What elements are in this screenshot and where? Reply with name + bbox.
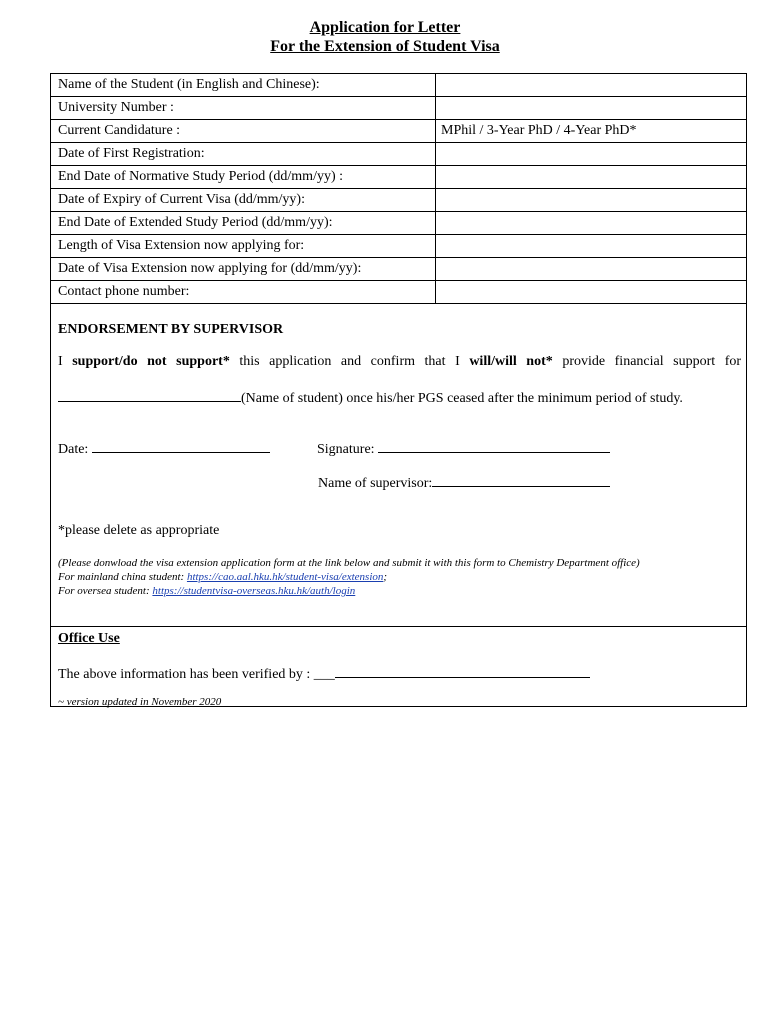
support-mid: this application and confirm that I — [239, 354, 460, 369]
field-row — [51, 212, 746, 235]
supervisor-label: Name of supervisor: — [318, 476, 433, 491]
field-label: Date of Visa Extension now applying for (dd/mm/yy): — [51, 258, 436, 281]
supervisor-name-field — [318, 472, 610, 493]
field-row — [51, 166, 746, 189]
support-suffix: provide financial support for — [562, 354, 742, 369]
verified-label: The above information has been verified by : ___ — [58, 667, 335, 682]
field-value[interactable] — [436, 235, 747, 258]
support-choice: support/do not support* — [72, 354, 230, 369]
field-label: Contact phone number: — [51, 281, 436, 304]
mainland-after: ; — [383, 571, 388, 583]
field-label: Current Candidature : — [51, 120, 436, 143]
will-choice: will/will not* — [469, 354, 553, 369]
field-row — [51, 258, 746, 281]
form-title-line1: Application for Letter — [309, 19, 461, 36]
field-value[interactable] — [436, 258, 747, 281]
field-label: Name of the Student (in English and Chinese): — [51, 74, 436, 97]
instructions-line1: (Please donwload the visa extension application form at the link below and submit it with this form to Chemistry Department office) — [58, 557, 640, 569]
field-label: Length of Visa Extension now applying for: — [51, 235, 436, 258]
form-title-line2: For the Extension of Student Visa — [270, 38, 500, 55]
field-row — [51, 143, 746, 166]
field-row — [51, 74, 746, 97]
mainland-line — [58, 570, 728, 584]
date-label: Date: — [58, 442, 89, 457]
signature-label: Signature: — [317, 442, 375, 457]
field-value[interactable] — [436, 281, 747, 304]
field-value[interactable] — [436, 189, 747, 212]
field-label: Date of Expiry of Current Visa (dd/mm/yy): — [51, 189, 436, 212]
field-row — [51, 97, 746, 120]
mainland-link[interactable]: https://cao.aal.hku.hk/student-visa/extension — [186, 571, 384, 583]
field-label: Date of First Registration: — [51, 143, 436, 166]
field-value[interactable] — [436, 212, 747, 235]
form-box — [50, 73, 747, 707]
instructions-note — [58, 556, 728, 598]
date-field — [58, 438, 270, 459]
field-value[interactable] — [436, 143, 747, 166]
supervisor-blank[interactable] — [432, 472, 610, 487]
office-use-heading: Office Use — [58, 631, 120, 646]
oversea-line — [58, 584, 728, 598]
name-suffix: (Name of student) once his/her PGS ceased after the minimum period of study. — [241, 391, 683, 406]
verified-by-field — [58, 663, 590, 684]
support-prefix: I — [58, 354, 63, 369]
office-divider — [51, 626, 746, 627]
field-row — [51, 189, 746, 212]
oversea-link[interactable]: https://studentvisa-overseas.hku.hk/auth/login — [152, 585, 356, 597]
mainland-label: For mainland china student: — [58, 571, 185, 583]
field-label: End Date of Normative Study Period (dd/mm/yy) : — [51, 166, 436, 189]
signature-blank[interactable] — [378, 438, 610, 453]
support-statement — [58, 353, 741, 389]
signature-field — [317, 438, 610, 459]
endorsement-heading: ENDORSEMENT BY SUPERVISOR — [58, 322, 284, 337]
field-row — [51, 281, 746, 304]
version-note: ~ version updated in November 2020 — [58, 696, 222, 708]
student-name-blank[interactable] — [58, 387, 241, 402]
field-value[interactable]: MPhil / 3-Year PhD / 4-Year PhD* — [436, 120, 747, 143]
oversea-label: For oversea student: — [58, 585, 150, 597]
student-name-line — [58, 387, 683, 408]
date-blank[interactable] — [92, 438, 270, 453]
field-row — [51, 120, 746, 143]
field-row — [51, 235, 746, 258]
field-value[interactable] — [436, 97, 747, 120]
field-value[interactable] — [436, 166, 747, 189]
verified-blank[interactable] — [335, 663, 590, 678]
delete-note: *please delete as appropriate — [58, 523, 220, 538]
field-value[interactable] — [436, 74, 747, 97]
field-label: University Number : — [51, 97, 436, 120]
field-label: End Date of Extended Study Period (dd/mm/yy): — [51, 212, 436, 235]
student-details-table — [51, 74, 746, 304]
